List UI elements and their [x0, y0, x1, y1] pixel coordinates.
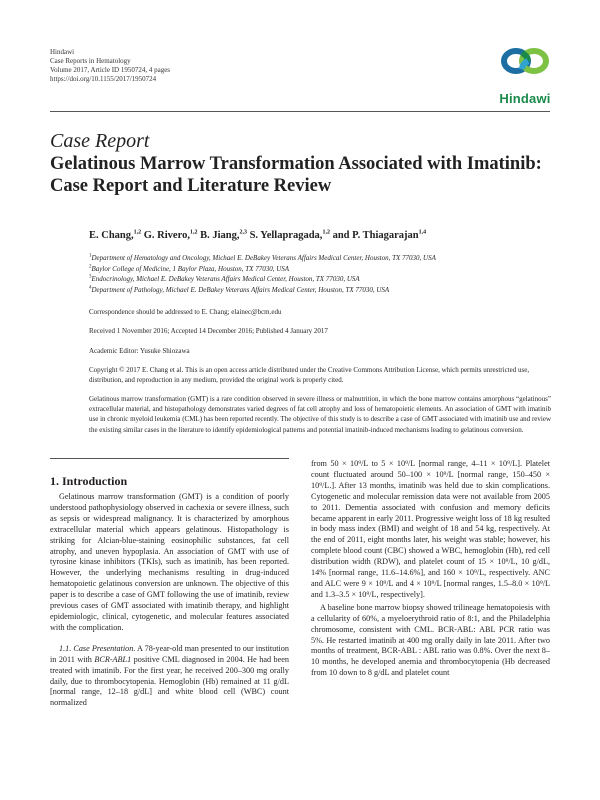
section-heading: 1. Introduction — [50, 474, 128, 488]
author: S. Yellapragada, — [249, 230, 323, 241]
header-rule — [50, 111, 550, 112]
author-affil: 2,3 — [239, 229, 247, 236]
author-affil: 1,4 — [418, 229, 427, 236]
right-column — [311, 459, 550, 679]
affiliation — [89, 253, 559, 264]
journal-header — [50, 48, 170, 84]
affiliation-number: 4 — [89, 285, 92, 291]
affiliation — [89, 264, 559, 275]
publisher-name: Hindawi — [50, 48, 75, 56]
author: G. Rivero, — [143, 230, 190, 241]
copyright-notice: Copyright © 2017 E. Chang et al. This is an open access article distributed under the Creative Commons Attribution License, which permits unrestricted use, distribution, and reproduction in any medium, provided the original work is properly cited. — [89, 366, 530, 384]
title-line-2: Case Report and Literature Review — [50, 176, 332, 196]
author-affil: 1,2 — [189, 229, 198, 236]
case-paragraph — [50, 644, 289, 709]
academic-editor: Academic Editor: Yusuke Shiozawa — [89, 347, 190, 355]
journal-name: Case Reports in Hematology — [50, 57, 131, 65]
case-text: positive CML diagnosed in 2004. He had been treated with imatinib. For the first year, he received 200–300 mg orally daily, due to thrombocytopenia. Hemoglobin (Hb) remained at 11 g/dL [normal range, 12–18 g/dL] and white blood cell (WBC) count normalized — [50, 654, 289, 708]
case-heading: 1.1. Case Presentation. — [59, 643, 136, 653]
hindawi-logo — [496, 44, 554, 106]
article-type: Case Report — [50, 130, 150, 152]
right-paragraph-1: from 50 × 10⁹/L to 5 × 10⁹/L [normal range, 4–11 × 10⁹/L]. Platelet count fluctuated around 50–100 × 10⁹/L [normal range, 150–450 × 10⁹/L.]. After 13 months, imatinib was held due to skin complications. Cytogenetic and molecular remission data were not available from 2005 to 2011. Dementia associated with confusion and memory deficits became apparent in early 2011. Progressive weight loss of 18 kg resulted in body mass index (BMI) and weight of 18 and 54 kg, respectively. At the end of 2011, eight months later, his weight was stable; however, his complete blood count (CBC) showed a WBC, hemoglobin (Hb), red cell distribution width (RDW), and platelet count of 15 × 10⁹/L, 10 g/dL, 14% [normal range, 11.6–14.6%], and 160 × 10⁹/L, respectively. ANC and ALC were 9 × 10⁹/L and 4 × 10⁹/L [normal ranges, 1.5–8.0 × 10⁹/L and 1.3–3.5 × 10⁹/L, respectively]. — [311, 459, 550, 599]
author-list — [89, 230, 559, 241]
volume-line: Volume 2017, Article ID 1950724, 4 pages — [50, 66, 171, 74]
affiliation — [89, 274, 559, 285]
publication-dates: Received 1 November 2016; Accepted 14 December 2016; Published 4 January 2017 — [89, 327, 328, 335]
affiliations — [89, 253, 559, 295]
affiliation — [89, 285, 559, 296]
correspondence: Correspondence should be addressed to E. Chang; elainec@bcm.edu — [89, 308, 282, 316]
hindawi-logo-icon — [496, 44, 554, 84]
left-column — [50, 492, 289, 709]
affiliation-number: 1 — [89, 253, 92, 259]
intro-paragraph: Gelatinous marrow transformation (GMT) is a condition of poorly understood pathophysiology observed in cachexia or severe illness, such as sepsis or widespread malignancy. It is characterized by amorphous extracellular material which appears gelatinous. Histopathology is striking for Alcian-blue-staining eosinophilic substances, fat cell atrophy, and uneven hypoplasia. An association of GMT with use of tyrosine kinase inhibitors (TKIs), such as imatinib, has been reported. However, the underlying mechanisms resulting in drug-induced hematopoietic gelatinous conversion are unknown. The objective of this paper is to describe a case of GMT following the use of imatinib, review previous cases of GMT associated with imatinib therapy, and highlight epidemiologic, clinical, cytogenetic, and molecular features associated with the complication. — [50, 492, 289, 632]
abstract: Gelatinous marrow transformation (GMT) is a rare condition observed in severe illness or malnutrition, in which the bone marrow contains amorphous “gelatinous” extracellular material, and histopathology demonstrates varied degrees of fat cell atrophy and loss of hematopoietic elements. An association of GMT with imatinib use in chronic myeloid leukemia (CML) has been reported recently. The objective of this study is to describe a case of GMT associated with imatinib use and review the existing similar cases in the literature to identify epidemiological patterns and potential imatinib-induced mechanisms leading to gelatinous conversion. — [89, 395, 551, 434]
article-title — [50, 153, 550, 197]
affiliation-number: 3 — [89, 274, 92, 280]
logo-wordmark: Hindawi — [499, 91, 551, 106]
right-paragraph-2: A baseline bone marrow biopsy showed trilineage hematopoiesis with a cellularity of 60%, a myeloerythroid ratio of 8:1, and the Philadelphia chromosome, consistent with CML. BCR-ABL: ABL PCR ratio was 5%. He restarted imatinib at 400 mg orally daily in late 2011. After two months of treatment, BCR-ABL : ABL ratio was 0.8%. Over the next 8–10 months, he developed anemia and thrombocytopenia (Hb decreased from 10 down to 8 g/dL and platelet count — [311, 602, 550, 678]
affiliation-text: Department of Hematology and Oncology, Michael E. DeBakey Veterans Affairs Medical Center, Houston, TX 77030, USA — [91, 254, 436, 262]
case-text: A 78-year-old man presented to our institution in 2011 with — [50, 643, 289, 664]
author: E. Chang, — [89, 230, 134, 241]
title-line-1: Gelatinous Marrow Transformation Associated with Imatinib: — [50, 154, 542, 174]
affiliation-text: Baylor College of Medicine, 1 Baylor Plaza, Houston, TX 77030, USA — [91, 264, 290, 273]
author: and P. Thiagarajan — [332, 230, 419, 241]
affiliation-text: Department of Pathology, Michael E. DeBakey Veterans Affairs Medical Center, Houston, TX 77030, USA — [91, 285, 390, 294]
gene-name: BCR-ABL1 — [94, 654, 132, 664]
author: B. Jiang, — [200, 230, 240, 241]
abstract-rule-left — [50, 458, 289, 459]
author-affil: 1,2 — [133, 229, 142, 236]
affiliation-number: 2 — [89, 264, 92, 270]
author-affil: 1,2 — [322, 229, 330, 236]
doi-link[interactable]: https://doi.org/10.1155/2017/1950724 — [50, 75, 157, 83]
affiliation-text: Endocrinology, Michael E. DeBakey Veterans Affairs Medical Center, Houston, TX 77030, USA — [91, 275, 360, 283]
